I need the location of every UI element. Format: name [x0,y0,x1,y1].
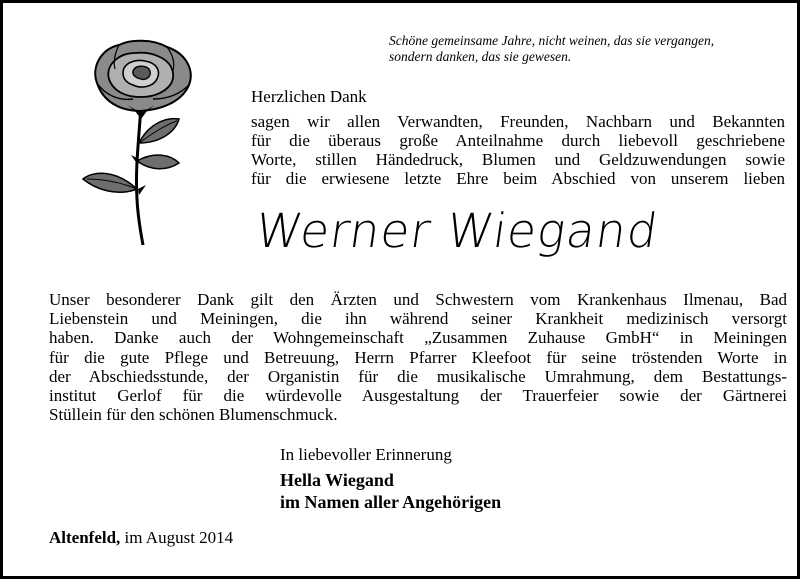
special-thanks-line: Unser besonderer Dank gilt den Ärzten und Schwestern vom Krankenhaus Ilmenau, Bad [49,290,787,309]
memory-phrase: In liebevoller Erinnerung [280,445,452,464]
thanks-line: sagen wir allen Verwandten, Freunden, Nachbarn und Bekannten [251,112,785,131]
special-thanks-line: institut Gerlof für die würdevolle Ausgestaltung der Trauerfeier sowie der Gärtnerei [49,386,787,406]
special-thanks-line: Stüllein für den schönen Blumenschmuck. [49,405,338,425]
thanks-line: Worte, stillen Händedruck, Blumen und Geldzuwendungen sowie [251,150,785,169]
thanks-line: für die überaus große Anteilnahme durch liebevoll geschriebene [251,131,785,150]
thanks-paragraph [251,112,785,188]
motto-line: sondern danken, das sie gewesen. [389,49,572,64]
place: Altenfeld, [49,528,121,547]
date: im August 2014 [120,528,234,547]
place-date [49,528,233,548]
motto-quote [389,33,789,65]
thanks-line: für die erwiesene letzte Ehre beim Abschied von unserem lieben [251,169,785,188]
signer-name: Hella Wiegand [280,470,394,490]
deceased-name: Werner Wiegand [251,204,662,259]
special-thanks-line: haben. Danke auch der Wohngemeinschaft „Zusammen Zuhause GmbH“ in Meiningen [49,328,787,348]
special-thanks-line: der Abschiedsstunde, der Organistin für die musikalische Umrahmung, dem Bestattungs- [49,366,787,386]
rose-icon [75,39,205,249]
motto-line: Schöne gemeinsame Jahre, nicht weinen, das sie vergangen, [389,33,715,48]
signature-block [280,469,501,513]
special-thanks-line: für die gute Pflege und Betreuung, Herrn Pfarrer Kleefoot für seine tröstenden Worte in [49,347,787,367]
special-thanks-line: Liebenstein und Meiningen, die ihn während seiner Krankheit medizinisch versorgt [49,309,787,329]
thanks-heading: Herzlichen Dank [251,87,367,106]
signer-family: im Namen aller Angehörigen [280,492,502,512]
special-thanks-paragraph [49,290,787,424]
